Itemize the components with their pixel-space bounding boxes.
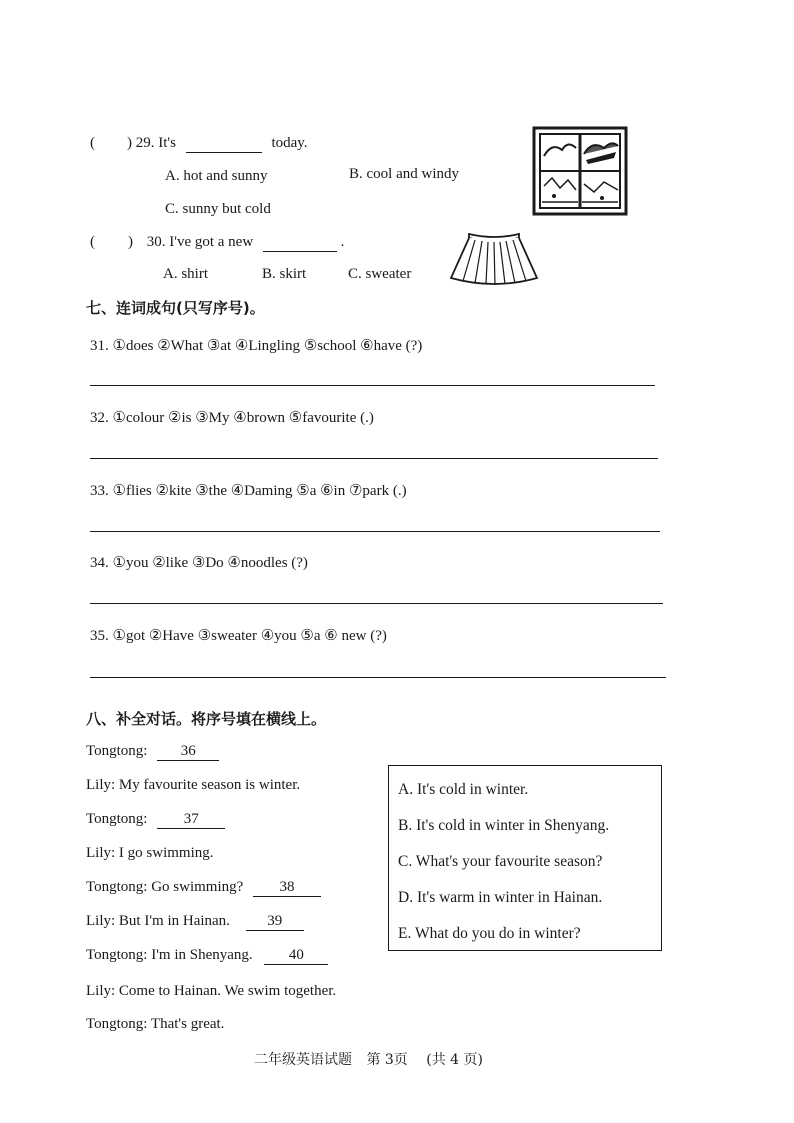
dialogue-line-lily-3: Lily: Come to Hainan. We swim together. [86, 983, 337, 999]
blank-38[interactable]: 38 [253, 879, 321, 897]
section-7-heading: 七、连词成句(只写序号)。 [86, 299, 265, 317]
window-weather-picture [532, 126, 628, 216]
blank-39[interactable]: 39 [246, 913, 304, 931]
q35-answer-line[interactable] [90, 677, 666, 678]
footer-page-number: 第 3页 [366, 1052, 408, 1068]
q32-answer-line[interactable] [90, 458, 658, 459]
dialogue-line-40 [86, 947, 328, 965]
dialogue-speaker-text: Tongtong: I'm in Shenyang. [86, 947, 253, 963]
dialogue-option-d: D. It's warm in winter in Hainan. [398, 889, 603, 906]
blank-40[interactable]: 40 [264, 947, 328, 965]
q30-stem [128, 234, 344, 252]
dialogue-speaker-text: Tongtong: [86, 811, 148, 827]
q29-blank[interactable] [186, 135, 262, 153]
q30-blank[interactable] [263, 234, 337, 252]
dialogue-line-lily-2: Lily: I go swimming. [86, 845, 214, 861]
q30-answer-slot[interactable] [98, 234, 124, 252]
q33-answer-line[interactable] [90, 531, 660, 532]
dialogue-speaker-text: Tongtong: [86, 743, 148, 759]
dialogue-options-box [388, 765, 662, 951]
q30-stem-after: . [340, 234, 345, 250]
q31-prompt: 31. ①does ②What ③at ④Lingling ⑤school ⑥have (?) [90, 338, 423, 354]
q29-option-a: A. hot and sunny [165, 168, 268, 184]
dialogue-line-38 [86, 879, 321, 897]
dialogue-option-e: E. What do you do in winter? [398, 925, 581, 942]
dialogue-speaker-text: Lily: But I'm in Hainan. [86, 913, 230, 929]
q32-prompt: 32. ①colour ②is ③My ④brown ⑤favourite (.) [90, 410, 374, 426]
dialogue-line-39 [86, 913, 304, 931]
q30-option-b: B. skirt [262, 266, 307, 282]
dialogue-option-b: B. It's cold in winter in Shenyang. [398, 817, 610, 834]
q29-option-c: C. sunny but cold [165, 201, 271, 217]
q30-option-c: C. sweater [348, 266, 412, 282]
q30-stem-before: I've got a new [169, 234, 254, 250]
q34-answer-line[interactable] [90, 603, 663, 604]
q31-answer-line[interactable] [90, 385, 655, 386]
dialogue-line-tongtong-end: Tongtong: That's great. [86, 1016, 225, 1032]
page-footer [254, 1049, 483, 1069]
dialogue-line-lily-1: Lily: My favourite season is winter. [86, 777, 301, 793]
dialogue-option-a: A. It's cold in winter. [398, 781, 529, 798]
q29-stem-before: It's [158, 135, 176, 151]
q29-stem [127, 135, 308, 153]
q35-prompt: 35. ①got ②Have ③sweater ④you ⑤a ⑥ new (?) [90, 628, 387, 644]
section-8-heading: 八、补全对话。将序号填在横线上。 [86, 710, 327, 728]
skirt-picture [447, 228, 541, 288]
q30-option-a: A. shirt [163, 266, 208, 282]
footer-total-pages: (共 4 页) [426, 1052, 483, 1068]
q29-answer-slot[interactable] [98, 135, 124, 153]
dialogue-option-c: C. What's your favourite season? [398, 853, 603, 870]
q30-paren-close: ) [128, 234, 133, 250]
q30-number: 30. [146, 234, 166, 250]
dialogue-line-36 [86, 743, 219, 761]
footer-grade-subject: 二年级英语试题 [254, 1052, 352, 1068]
q29-option-b: B. cool and windy [349, 166, 459, 182]
skirt-icon [447, 228, 541, 288]
q34-prompt: 34. ①you ②like ③Do ④noodles (?) [90, 555, 308, 571]
q29-number: 29. [135, 135, 155, 151]
blank-37[interactable]: 37 [157, 811, 225, 829]
q29-stem-after: today. [271, 135, 308, 151]
dialogue-line-37 [86, 811, 225, 829]
q33-prompt: 33. ①flies ②kite ③the ④Daming ⑤a ⑥in ⑦park (.) [90, 483, 407, 499]
blank-36[interactable]: 36 [157, 743, 219, 761]
window-weather-icon [532, 126, 628, 216]
q29-paren-close: ) [127, 135, 132, 151]
q29-paren-open: ( [90, 135, 95, 151]
dialogue-speaker-text: Tongtong: Go swimming? [86, 879, 244, 895]
q30-paren-open: ( [90, 234, 95, 250]
